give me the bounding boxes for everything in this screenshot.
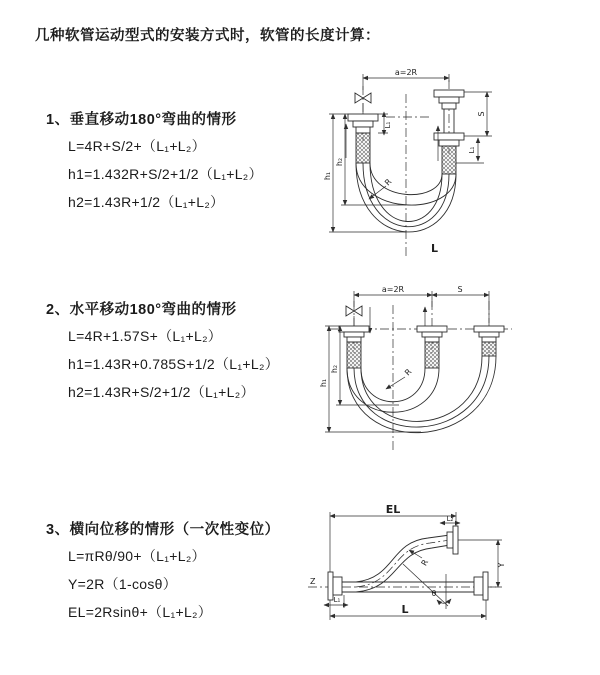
dim-label-l: L	[401, 603, 409, 616]
section-1-heading: 1、垂直移动180°弯曲的情形	[46, 112, 237, 128]
extension-lines-el	[330, 512, 456, 572]
dim-label-span: a=2R	[381, 285, 405, 294]
braided-hose-section	[347, 342, 361, 368]
section-2-formula-h1: h1=1.43R+0.785S+1/2（L₁+L₂）	[68, 356, 279, 372]
radius-leader	[386, 377, 405, 389]
dim-label-r: R	[383, 177, 394, 188]
diagram-vertical-180-bend	[306, 66, 576, 261]
braided-hose-section	[482, 342, 496, 356]
left-flange-assembly	[339, 326, 369, 368]
section-2-formula-h2: h2=1.43R+S/2+1/2（L₁+L₂）	[68, 384, 255, 400]
dim-label-r: R	[419, 558, 431, 568]
dim-label-span: a=2R	[394, 68, 418, 77]
left-flange-assembly	[348, 114, 378, 163]
dim-label-h2: h₂	[335, 157, 344, 167]
hose-u-bends	[347, 356, 496, 433]
section-3-formula-EL: EL=2Rsinθ+（L₁+L₂）	[68, 604, 213, 620]
page-title: 几种软管运动型式的安装方式时，软管的长度计算：	[35, 28, 380, 44]
section-1-formula-L: L=4R+S/2+（L₁+L₂）	[68, 138, 206, 154]
hose-displaced-position	[356, 535, 450, 592]
braided-hose-section	[356, 133, 370, 163]
braided-hose-section	[442, 146, 456, 174]
dim-label-l1-left: L₁	[384, 121, 392, 129]
right-flange-displaced	[447, 526, 458, 554]
section-1-formula-h2: h2=1.43R+1/2（L₁+L₂）	[68, 194, 225, 210]
left-flange	[328, 572, 356, 600]
dim-label-h1: h₁	[323, 171, 332, 181]
axis-label: Z	[310, 577, 316, 586]
dim-label-h2: h₂	[330, 364, 339, 374]
dim-label-l1-right: L₁	[468, 146, 476, 154]
dim-label-h1: h₁	[319, 378, 328, 388]
dim-label-r: R	[403, 367, 414, 378]
dim-label-l1: L₁	[333, 596, 341, 604]
section-3-heading: 3、横向位移的情形（一次性变位）	[46, 522, 280, 538]
section-3-formula-L: L=πRθ/90+（L₁+L₂）	[68, 548, 206, 564]
diagram-lateral-displacement	[300, 494, 590, 654]
dim-label-theta: θ	[431, 589, 437, 598]
section-1-formula-h1: h1=1.432R+S/2+1/2（L₁+L₂）	[68, 166, 263, 182]
middle-flange-assembly	[417, 326, 447, 368]
dim-label-l: L	[431, 242, 439, 255]
dim-label-s: S	[457, 285, 463, 294]
dim-label-el: EL	[385, 503, 401, 516]
right-flange-assembly	[474, 326, 504, 356]
extension-lines-h1	[325, 326, 421, 432]
angle-construction	[403, 564, 451, 609]
extension-lines-top	[354, 291, 489, 323]
dim-label-l2: L₂	[446, 515, 454, 523]
section-3-formula-Y: Y=2R（1-cosθ）	[68, 576, 178, 592]
dim-label-y: Y	[497, 562, 506, 568]
section-2-heading: 2、水平移动180°弯曲的情形	[46, 302, 237, 318]
dim-label-s: S	[477, 111, 486, 117]
section-2-formula-L: L=4R+1.57S+（L₁+L₂）	[68, 328, 223, 344]
diagram-horizontal-180-bend	[307, 281, 592, 456]
valve-icon	[355, 93, 371, 114]
braided-hose-section	[425, 342, 439, 368]
right-flange-original	[474, 572, 488, 600]
